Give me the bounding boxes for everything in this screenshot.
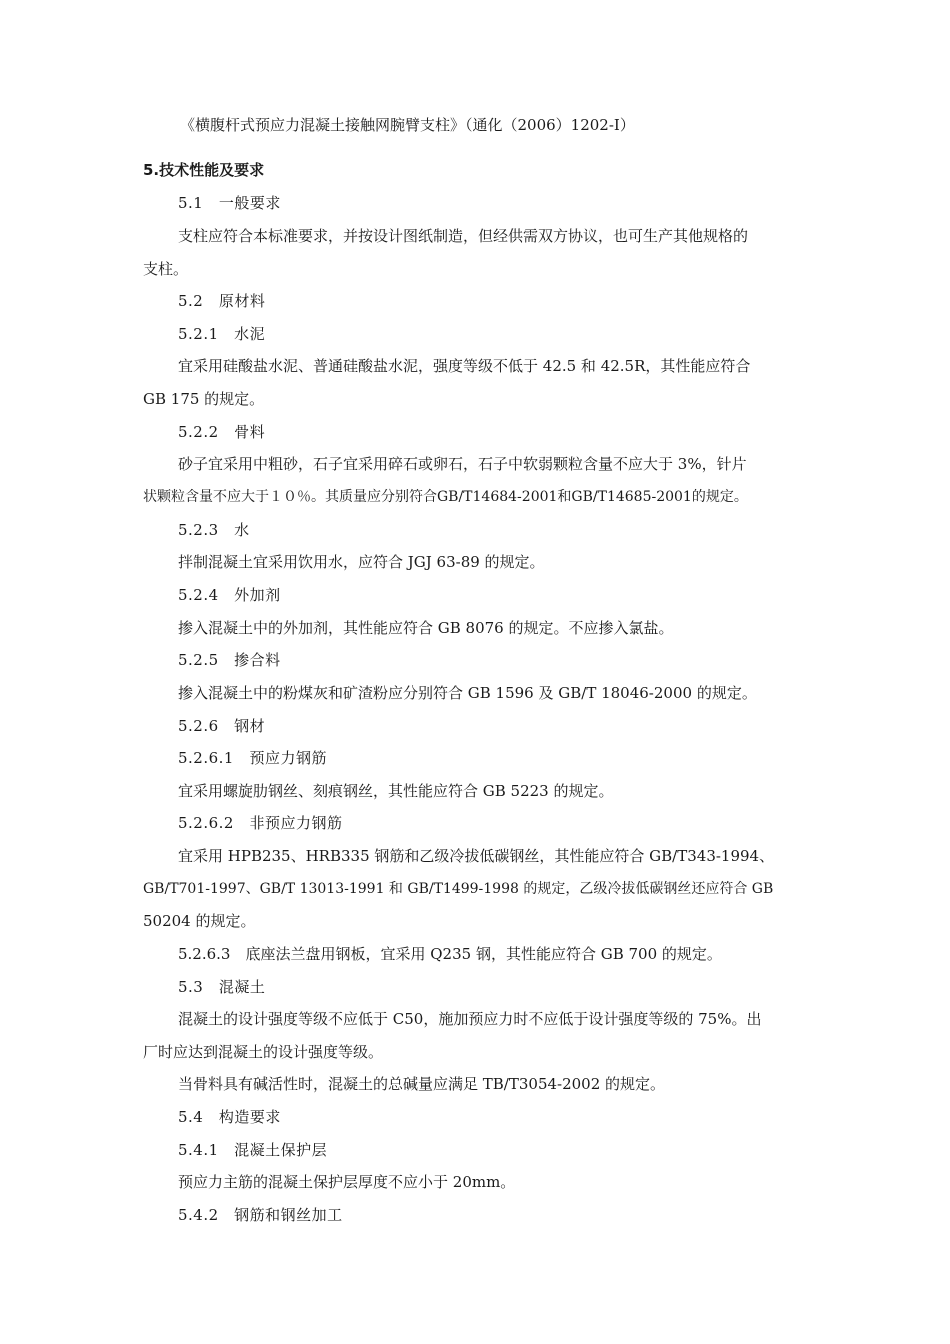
section-5-2-5-title: 5.2.5 掺合料: [178, 651, 281, 669]
section-5-2-6-1-body: 宜采用螺旋肋钢丝、刻痕钢丝，其性能应符合 GB 5223 的规定。: [178, 782, 614, 800]
section-5-4-1-title: 5.4.1 混凝土保护层: [178, 1141, 328, 1159]
section-5-2-5-body: 掺入混凝土中的粉煤灰和矿渣粉应分别符合 GB 1596 及 GB/T 18046-2000 的规定。: [178, 684, 757, 702]
section-5-2-6-2-title: 5.2.6.2 非预应力钢筋: [178, 814, 343, 832]
section-5-1-body-line-2: 支柱。: [143, 260, 189, 278]
section-5-2-4-title: 5.2.4 外加剂: [178, 586, 281, 604]
section-5-3-body-line-1: 混凝土的设计强度等级不应低于 C50，施加预应力时不应低于设计强度等级的 75%。出: [178, 1010, 762, 1028]
section-5-3-title: 5.3 混凝土: [178, 978, 266, 996]
section-5-2-3-title: 5.2.3 水: [178, 521, 250, 539]
section-5-2-6-2-body-line-2: GB/T701-1997、GB/T 13013-1991 和 GB/T1499-1998 的规定，乙级冷拔低碳钢丝还应符合 GB: [143, 881, 774, 897]
section-5-1-title: 5.1 一般要求: [178, 194, 281, 212]
section-5-title: 5.技术性能及要求: [143, 161, 265, 179]
section-5-2-6-1-title: 5.2.6.1 预应力钢筋: [178, 749, 327, 767]
section-5-2-2-body-line-2: 状颗粒含量不应大于１０％。其质量应分别符合GB/T14684-2001和GB/T14685-2001的规定。: [143, 489, 748, 505]
reference-line: 《横腹杆式预应力混凝土接触网腕臂支柱》（通化（2006）1202-Ⅰ）: [180, 116, 635, 134]
section-5-2-2-title: 5.2.2 骨料: [178, 423, 266, 441]
section-5-1-body-line-1: 支柱应符合本标准要求，并按设计图纸制造，但经供需双方协议，也可生产其他规格的: [178, 227, 749, 245]
section-5-4-title: 5.4 构造要求: [178, 1108, 281, 1126]
section-5-3-body-line-3: 当骨料具有碱活性时，混凝土的总碱量应满足 TB/T3054-2002 的规定。: [178, 1075, 666, 1093]
section-5-2-2-body-line-1: 砂子宜采用中粗砂，石子宜采用碎石或卵石，石子中软弱颗粒含量不应大于 3%，针片: [178, 455, 747, 473]
section-5-2-title: 5.2 原材料: [178, 292, 266, 310]
section-5-2-6-title: 5.2.6 钢材: [178, 717, 266, 735]
section-5-2-6-2-body-line-3: 50204 的规定。: [143, 912, 256, 930]
section-5-2-1-body-line-1: 宜采用硅酸盐水泥、普通硅酸盐水泥，强度等级不低于 42.5 和 42.5R，其性能应符合: [178, 357, 751, 375]
section-5-2-3-body: 拌制混凝土宜采用饮用水，应符合 JGJ 63-89 的规定。: [178, 553, 545, 571]
section-5-2-4-body: 掺入混凝土中的外加剂，其性能应符合 GB 8076 的规定。不应掺入氯盐。: [178, 619, 674, 637]
section-5-2-6-2-body-line-1: 宜采用 HPB235、HRB335 钢筋和乙级冷拔低碳钢丝，其性能应符合 GB/T343-1994、: [178, 847, 775, 865]
section-5-2-1-title: 5.2.1 水泥: [178, 325, 266, 343]
section-5-2-1-body-line-2: GB 175 的规定。: [143, 390, 265, 408]
section-5-3-body-line-2: 厂时应达到混凝土的设计强度等级。: [143, 1043, 384, 1061]
section-5-4-1-body: 预应力主筋的混凝土保护层厚度不应小于 20mm。: [178, 1173, 516, 1191]
section-5-4-2-title: 5.4.2 钢筋和钢丝加工: [178, 1206, 343, 1224]
section-5-2-6-3-line: 5.2.6.3 底座法兰盘用钢板，宜采用 Q235 钢，其性能应符合 GB 700 的规定。: [178, 945, 722, 963]
